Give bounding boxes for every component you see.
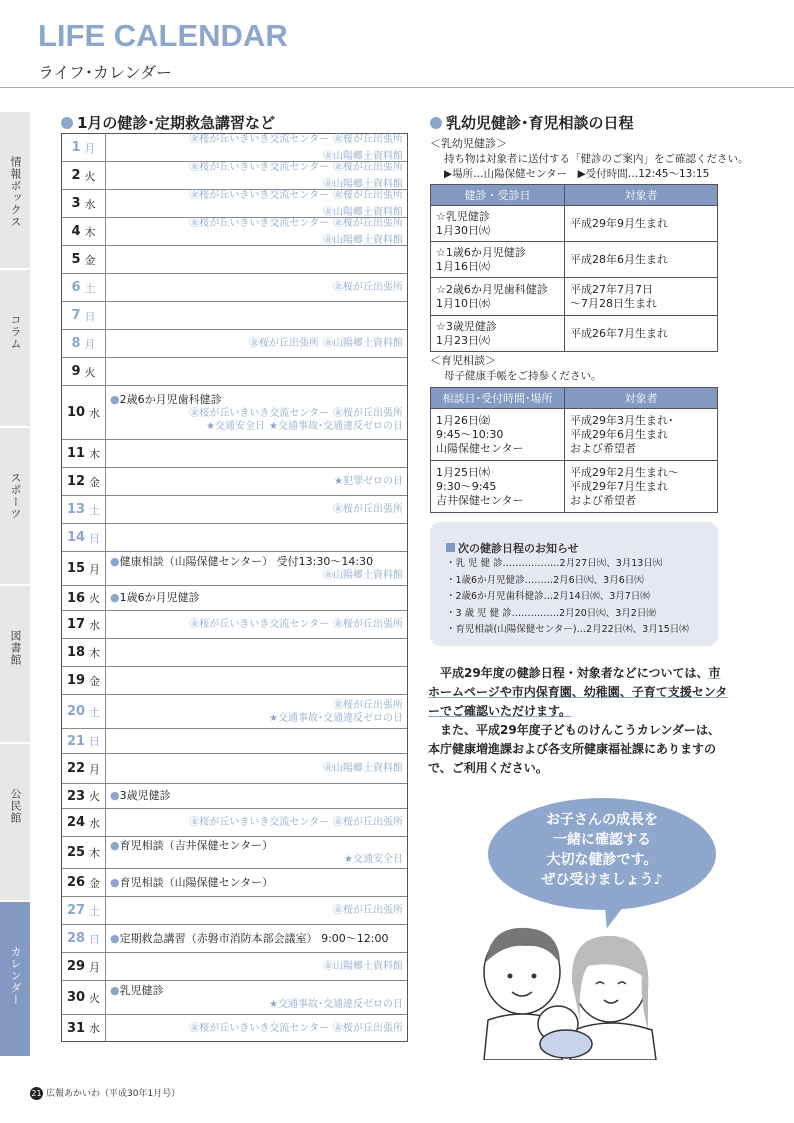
calendar-date bbox=[62, 552, 106, 585]
facility-events bbox=[110, 217, 403, 247]
target-cell: 平成28年6月生まれ bbox=[565, 242, 718, 278]
calendar-row bbox=[62, 246, 407, 274]
calendar-content bbox=[106, 440, 407, 467]
event-tag: ★交通事故･交通違反ゼロの日 bbox=[269, 712, 403, 724]
event-tag: ㊎桜が丘出張所 bbox=[333, 699, 403, 711]
facility-events bbox=[110, 1022, 403, 1035]
day-number: 11 bbox=[66, 446, 86, 461]
event-tag: ㊎桜が丘いきいき交流センター bbox=[189, 161, 329, 173]
calendar-content bbox=[106, 386, 407, 439]
calendar-row bbox=[62, 496, 407, 524]
weekday: 水 bbox=[84, 197, 96, 211]
table-header: 健診・受診日 bbox=[431, 185, 565, 206]
consult-section bbox=[430, 352, 718, 513]
table-header: 対象者 bbox=[565, 185, 718, 206]
day-number: 5 bbox=[71, 252, 81, 267]
weekday: 金 bbox=[89, 475, 101, 489]
calendar-date bbox=[62, 358, 106, 385]
calendar-row bbox=[62, 869, 407, 897]
facility-events bbox=[110, 569, 403, 582]
tab-column[interactable]: コラム bbox=[0, 270, 30, 428]
weekday: 水 bbox=[89, 816, 101, 830]
tab-sports[interactable]: スポーツ bbox=[0, 428, 30, 586]
facility-events bbox=[110, 161, 403, 191]
calendar-row bbox=[62, 586, 407, 611]
calendar-content bbox=[106, 302, 407, 329]
target-cell: 平成26年7月生まれ bbox=[565, 316, 718, 352]
event-tag: ㊎山陽郷土資料館 bbox=[323, 206, 403, 218]
day-number: 8 bbox=[71, 336, 81, 351]
checkup-cell: ☆3歳児健診 1月23日㈫ bbox=[431, 316, 565, 352]
calendar-row bbox=[62, 809, 407, 837]
day-number: 31 bbox=[66, 1020, 86, 1036]
page-title: LIFE CALENDAR bbox=[38, 18, 288, 53]
calendar-row bbox=[62, 386, 407, 440]
weekday: 木 bbox=[89, 846, 101, 860]
day-number: 27 bbox=[66, 903, 86, 918]
event-tag: ㊎山陽郷土資料館 bbox=[323, 234, 403, 246]
day-number: 28 bbox=[66, 931, 86, 946]
calendar-content bbox=[106, 468, 407, 495]
list-item: ・2歳6か月児歯科健診…2月14日㈬、3月7日㈬ bbox=[446, 591, 650, 602]
day-number: 4 bbox=[71, 224, 81, 239]
day-number: 2 bbox=[71, 168, 81, 183]
calendar-content bbox=[106, 639, 407, 666]
calendar-date bbox=[62, 440, 106, 467]
event-tag: ㊎桜が丘いきいき交流センター bbox=[189, 619, 329, 630]
weekday: 土 bbox=[89, 705, 101, 719]
event-note: ●定期救急講習（赤磐市消防本部会議室） 9:00～12:00 bbox=[110, 931, 389, 945]
table-row bbox=[431, 206, 718, 242]
calendar-row bbox=[62, 981, 407, 1015]
calendar-date bbox=[62, 981, 106, 1014]
event-tag: ㊎桜が丘出張所 bbox=[333, 905, 403, 916]
calendar-content bbox=[106, 524, 407, 551]
calendar-date bbox=[62, 1015, 106, 1041]
day-number: 25 bbox=[66, 845, 86, 860]
calendar-date bbox=[62, 639, 106, 666]
checkup-cell: ☆2歳6か月児歯科健診 1月10日㈬ bbox=[431, 278, 565, 316]
event-tag: ㊎桜が丘出張所 bbox=[333, 161, 403, 173]
bullet-icon bbox=[430, 117, 442, 129]
weekday: 土 bbox=[89, 503, 101, 517]
event-tag: ㊎桜が丘出張所 bbox=[249, 338, 319, 349]
calendar-date bbox=[62, 246, 106, 273]
calendar-date bbox=[62, 386, 106, 439]
calendar-row bbox=[62, 524, 407, 552]
calendar-content bbox=[106, 869, 407, 896]
calendar-date bbox=[62, 953, 106, 980]
tab-info-box[interactable]: 情報ボックス bbox=[0, 112, 30, 270]
next-schedule-notice bbox=[430, 522, 718, 646]
calendar-row bbox=[62, 953, 407, 981]
weekday: 月 bbox=[89, 562, 101, 576]
calendar-date bbox=[62, 784, 106, 808]
weekday: 土 bbox=[84, 281, 96, 295]
facility-events bbox=[110, 699, 403, 712]
event-note: ●育児相談（山陽保健センター） bbox=[110, 875, 274, 889]
calendar-date bbox=[62, 869, 106, 896]
weekday: 水 bbox=[89, 1022, 101, 1035]
facility-events bbox=[110, 503, 403, 516]
day-number: 22 bbox=[66, 761, 86, 776]
calendar-row bbox=[62, 358, 407, 386]
day-number: 24 bbox=[66, 815, 86, 830]
table-header: 相談日･受付時間･場所 bbox=[431, 388, 565, 409]
day-number: 1 bbox=[71, 140, 81, 155]
facility-events bbox=[110, 904, 403, 917]
calendar-row bbox=[62, 552, 407, 586]
weekday: 日 bbox=[84, 309, 96, 323]
facility-events bbox=[110, 816, 403, 829]
facility-events bbox=[110, 133, 403, 163]
day-number: 3 bbox=[71, 196, 81, 211]
family-illustration bbox=[470, 920, 670, 1060]
calendar-content bbox=[106, 190, 407, 217]
tab-community-hall[interactable]: 公民館 bbox=[0, 744, 30, 902]
event-tag: ㊎山陽郷土資料館 bbox=[323, 763, 403, 774]
calendar-date bbox=[62, 809, 106, 836]
calendar-row bbox=[62, 639, 407, 667]
target-cell: 平成29年3月生まれ･ 平成29年6月生まれ および希望者 bbox=[565, 409, 718, 461]
day-number: 26 bbox=[66, 875, 86, 890]
bullet-icon: ● bbox=[110, 591, 120, 604]
event-note: ●健康相談（山陽保健センター） 受付13:30～14:30 bbox=[110, 555, 374, 568]
table-row bbox=[431, 278, 718, 316]
calendar-content bbox=[106, 330, 407, 357]
calendar-date bbox=[62, 729, 106, 753]
bullet-icon: ● bbox=[110, 555, 120, 568]
para-link-text: 市ホームページや市内保育園、幼稚園、子育て支援センターでご確認いただけます。 bbox=[428, 666, 728, 718]
calendar-content bbox=[106, 754, 407, 783]
day-number: 29 bbox=[66, 959, 86, 974]
calendar-date bbox=[62, 302, 106, 329]
day-number: 30 bbox=[66, 990, 86, 1005]
event-tag: ㊎桜が丘出張所 bbox=[333, 282, 403, 293]
table-row bbox=[431, 316, 718, 352]
event-tag: ㊎山陽郷土資料館 bbox=[323, 178, 403, 190]
para-text: 平成29年度の健診日程・対象者などについては、 bbox=[440, 666, 709, 680]
calendar-row bbox=[62, 274, 407, 302]
weekday: 木 bbox=[89, 646, 101, 660]
infant-subheading: ＜乳幼児健診＞ bbox=[430, 137, 507, 150]
weekday: 水 bbox=[89, 406, 101, 420]
facility-events bbox=[110, 853, 403, 866]
event-tag: ㊎桜が丘いきいき交流センター bbox=[189, 1022, 329, 1034]
weekday: 月 bbox=[84, 337, 96, 351]
calendar-row bbox=[62, 218, 407, 246]
event-note: ●乳児健診 bbox=[110, 984, 164, 997]
infant-checkup-table bbox=[430, 184, 718, 352]
footer-text: 広報あかいわ（平成30年1月号） bbox=[46, 1089, 181, 1099]
calendar-content bbox=[106, 274, 407, 301]
weekday: 火 bbox=[84, 169, 96, 183]
weekday: 月 bbox=[89, 762, 101, 776]
bullet-icon: ● bbox=[110, 839, 120, 852]
list-item: ・乳 児 健 診………………2月27日㈫、3月13日㈫ bbox=[446, 558, 663, 569]
calendar-content bbox=[106, 837, 407, 868]
calendar-row bbox=[62, 897, 407, 925]
para-text: また、平成29年度子どものけんこうカレンダーは、本庁健康増進課および各支所健康福祉課にありますので、ご利用ください。 bbox=[428, 723, 720, 775]
day-number: 14 bbox=[66, 530, 86, 545]
calendar-date bbox=[62, 586, 106, 610]
calendar-row bbox=[62, 468, 407, 496]
event-tag: ㊎桜が丘いきいき交流センター bbox=[189, 189, 329, 201]
calendar-row bbox=[62, 611, 407, 639]
list-item: ・育児相談(山陽保健センター)…2月22日㈭、3月15日㈭ bbox=[446, 624, 689, 635]
facility-events bbox=[110, 475, 403, 488]
calendar-date bbox=[62, 162, 106, 189]
day-number: 21 bbox=[66, 733, 86, 749]
event-tag: ㊎桜が丘出張所 bbox=[333, 817, 403, 828]
event-tag: ★交通事故･交通違反ゼロの日 bbox=[269, 999, 403, 1010]
calendar-content bbox=[106, 953, 407, 980]
facility-events bbox=[110, 189, 403, 219]
event-note: ●2歳6か月児歯科健診 bbox=[110, 392, 222, 406]
calendar-row bbox=[62, 302, 407, 330]
day-number: 6 bbox=[71, 280, 81, 295]
weekday: 火 bbox=[89, 991, 101, 1005]
day-number: 19 bbox=[66, 673, 86, 688]
bullet-icon: ● bbox=[110, 931, 120, 945]
checkup-cell: ☆乳児健診 1月30日㈫ bbox=[431, 206, 565, 242]
target-cell: 平成29年2月生まれ～ 平成29年7月生まれ および希望者 bbox=[565, 461, 718, 513]
consult-info-cell: 1月25日㈭ 9:30～9:45 吉井保健センター bbox=[431, 461, 565, 513]
calendar-date bbox=[62, 134, 106, 161]
square-icon bbox=[446, 543, 455, 552]
consult-subheading: ＜育児相談＞ bbox=[430, 354, 496, 367]
calendar-row bbox=[62, 784, 407, 809]
event-tag: ㊎桜が丘いきいき交流センター bbox=[189, 133, 329, 145]
table-row bbox=[431, 461, 718, 513]
calendar-row bbox=[62, 837, 407, 869]
calendar-date bbox=[62, 837, 106, 868]
table-row bbox=[431, 242, 718, 278]
calendar-date bbox=[62, 524, 106, 551]
weekday: 木 bbox=[84, 225, 96, 239]
calendar-date bbox=[62, 925, 106, 952]
facility-events bbox=[110, 420, 403, 433]
bullet-icon: ● bbox=[110, 984, 120, 997]
calendar-content bbox=[106, 1015, 407, 1041]
event-tag: ㊎山陽郷土資料館 bbox=[323, 150, 403, 162]
bullet-icon: ● bbox=[110, 789, 120, 802]
info-paragraph bbox=[428, 664, 728, 778]
facility-events bbox=[110, 337, 403, 350]
checkup-cell: ☆1歳6か月児健診 1月16日㈫ bbox=[431, 242, 565, 278]
notice-title: 次の健診日程のお知らせ bbox=[446, 540, 579, 556]
bullet-icon bbox=[61, 117, 73, 129]
consult-desc: 母子健康手帳をご持参ください。 bbox=[444, 370, 602, 382]
facility-events bbox=[110, 618, 403, 631]
weekday: 金 bbox=[89, 876, 101, 890]
day-number: 16 bbox=[66, 590, 86, 606]
facility-events bbox=[110, 960, 403, 973]
infant-title: 乳幼児健診･育児相談の日程 bbox=[430, 112, 634, 133]
table-header: 対象者 bbox=[565, 388, 718, 409]
event-tag: ㊎桜が丘出張所 bbox=[333, 133, 403, 145]
page-subtitle: ライフ･カレンダー bbox=[38, 63, 173, 82]
facility-events bbox=[110, 762, 403, 775]
calendar-date bbox=[62, 667, 106, 694]
weekday: 金 bbox=[89, 674, 101, 688]
header-divider bbox=[0, 87, 794, 88]
weekday: 月 bbox=[89, 960, 101, 974]
calendar-date bbox=[62, 897, 106, 924]
calendar-row bbox=[62, 729, 407, 754]
calendar-row bbox=[62, 754, 407, 784]
calendar-row bbox=[62, 190, 407, 218]
event-tag: ㊎桜が丘いきいき交流センター bbox=[189, 217, 329, 229]
weekday: 火 bbox=[89, 592, 101, 605]
event-note: ●3歳児健診 bbox=[110, 789, 171, 802]
event-tag: ㊎桜が丘出張所 bbox=[333, 189, 403, 201]
weekday: 月 bbox=[84, 141, 96, 155]
facility-events bbox=[110, 281, 403, 294]
weekday: 金 bbox=[84, 253, 96, 267]
calendar-content bbox=[106, 784, 407, 808]
day-number: 12 bbox=[66, 474, 86, 489]
calendar-content bbox=[106, 496, 407, 523]
event-tag: ㊎桜が丘出張所 bbox=[333, 619, 403, 630]
footer bbox=[30, 1086, 180, 1100]
calendar-date bbox=[62, 754, 106, 783]
calendar-date bbox=[62, 695, 106, 728]
weekday: 火 bbox=[84, 365, 96, 379]
bullet-icon: ● bbox=[110, 392, 120, 406]
calendar-content bbox=[106, 586, 407, 610]
page-number: 21 bbox=[31, 1089, 42, 1098]
calendar-row bbox=[62, 134, 407, 162]
event-tag: ㊎桜が丘出張所 bbox=[333, 217, 403, 229]
weekday: 土 bbox=[89, 904, 101, 918]
facility-events bbox=[110, 712, 403, 725]
weekday: 日 bbox=[89, 932, 101, 946]
calendar-date bbox=[62, 190, 106, 217]
calendar-content bbox=[106, 897, 407, 924]
day-number: 13 bbox=[66, 502, 86, 517]
weekday: 日 bbox=[89, 735, 101, 748]
day-number: 23 bbox=[66, 788, 86, 804]
calendar-row bbox=[62, 162, 407, 190]
calendar-content bbox=[106, 134, 407, 161]
facility-events bbox=[110, 407, 403, 420]
day-number: 9 bbox=[71, 364, 81, 379]
calendar-date bbox=[62, 468, 106, 495]
calendar-content bbox=[106, 729, 407, 753]
facility-events bbox=[110, 998, 403, 1011]
event-tag: ★交通事故･交通違反ゼロの日 bbox=[269, 420, 403, 432]
calendar-row bbox=[62, 330, 407, 358]
infant-place-time: ▶場所…山陽保健センター ▶受付時間…12:45～13:15 bbox=[444, 168, 710, 180]
target-cell: 平成29年9月生まれ bbox=[565, 206, 718, 242]
tab-calendar[interactable]: カレンダー bbox=[0, 902, 30, 1058]
calendar-row bbox=[62, 925, 407, 953]
calendar-content bbox=[106, 552, 407, 585]
calendar-date bbox=[62, 330, 106, 357]
event-tag: ★犯罪ゼロの日 bbox=[334, 476, 403, 487]
day-number: 18 bbox=[66, 645, 86, 660]
bullet-icon: ● bbox=[110, 875, 120, 889]
event-tag: ㊎山陽郷土資料館 bbox=[323, 961, 403, 972]
notice-list bbox=[446, 556, 689, 639]
event-note: ●育児相談（吉井保健センター） bbox=[110, 839, 274, 852]
calendar-content bbox=[106, 925, 407, 952]
calendar-content bbox=[106, 809, 407, 836]
infant-checkup-section bbox=[430, 135, 749, 352]
weekday: 火 bbox=[89, 790, 101, 803]
weekday: 水 bbox=[89, 618, 101, 632]
calendar-content bbox=[106, 667, 407, 694]
list-item: ・1歳6か月児健診………2月6日㈫、3月6日㈫ bbox=[446, 574, 644, 586]
calendar-date bbox=[62, 496, 106, 523]
calendar-content bbox=[106, 981, 407, 1014]
speech-bubble-text: お子さんの成長を 一緒に確認する 大切な健診です。 ぜひ受けましょう♪ bbox=[541, 812, 663, 888]
calendar-row bbox=[62, 667, 407, 695]
calendar-row bbox=[62, 440, 407, 468]
tab-library[interactable]: 図書館 bbox=[0, 586, 30, 744]
calendar-date bbox=[62, 611, 106, 638]
consult-table bbox=[430, 387, 718, 513]
weekday: 日 bbox=[89, 531, 101, 545]
calendar-content bbox=[106, 358, 407, 385]
day-number: 15 bbox=[66, 561, 86, 576]
day-number: 17 bbox=[66, 617, 86, 632]
event-tag: ㊎桜が丘出張所 bbox=[333, 1022, 403, 1034]
day-number: 7 bbox=[71, 308, 81, 323]
event-tag: ㊎桜が丘いきいき交流センター bbox=[189, 817, 329, 828]
event-tag: ㊎山陽郷土資料館 bbox=[323, 570, 403, 581]
event-note: ●1歳6か月児健診 bbox=[110, 591, 200, 604]
event-tag: ★交通安全日 bbox=[344, 854, 403, 865]
consult-info-cell: 1月26日㈮ 9:45～10:30 山陽保健センター bbox=[431, 409, 565, 461]
calendar-content bbox=[106, 246, 407, 273]
calendar-row bbox=[62, 1015, 407, 1041]
calendar-content bbox=[106, 611, 407, 638]
list-item: ・3 歳 児 健 診……………2月20日㈫、3月2日㈮ bbox=[446, 607, 656, 619]
calendar-content bbox=[106, 218, 407, 245]
calendar-date bbox=[62, 274, 106, 301]
calendar-date bbox=[62, 218, 106, 245]
calendar-content bbox=[106, 162, 407, 189]
event-tag: ㊎桜が丘出張所 bbox=[333, 407, 403, 419]
event-tag: ㊎桜が丘出張所 bbox=[333, 504, 403, 515]
event-tag: ㊎桜が丘いきいき交流センター bbox=[189, 407, 329, 419]
day-number: 10 bbox=[66, 405, 86, 420]
calendar-row bbox=[62, 695, 407, 729]
target-cell: 平成27年7月7日 ～7月28日生まれ bbox=[565, 278, 718, 316]
calendar-table bbox=[61, 133, 408, 1042]
event-tag: ㊎山陽郷土資料館 bbox=[323, 338, 403, 349]
table-row bbox=[431, 409, 718, 461]
calendar-title: 1月の健診･定期救急講習など bbox=[61, 112, 275, 133]
day-number: 20 bbox=[66, 704, 86, 719]
infant-desc: 持ち物は対象者に送付する「健診のご案内」をご確認ください。 bbox=[444, 153, 749, 165]
calendar-content bbox=[106, 695, 407, 728]
weekday: 木 bbox=[89, 447, 101, 461]
event-tag: ★交通安全日 bbox=[206, 420, 266, 432]
